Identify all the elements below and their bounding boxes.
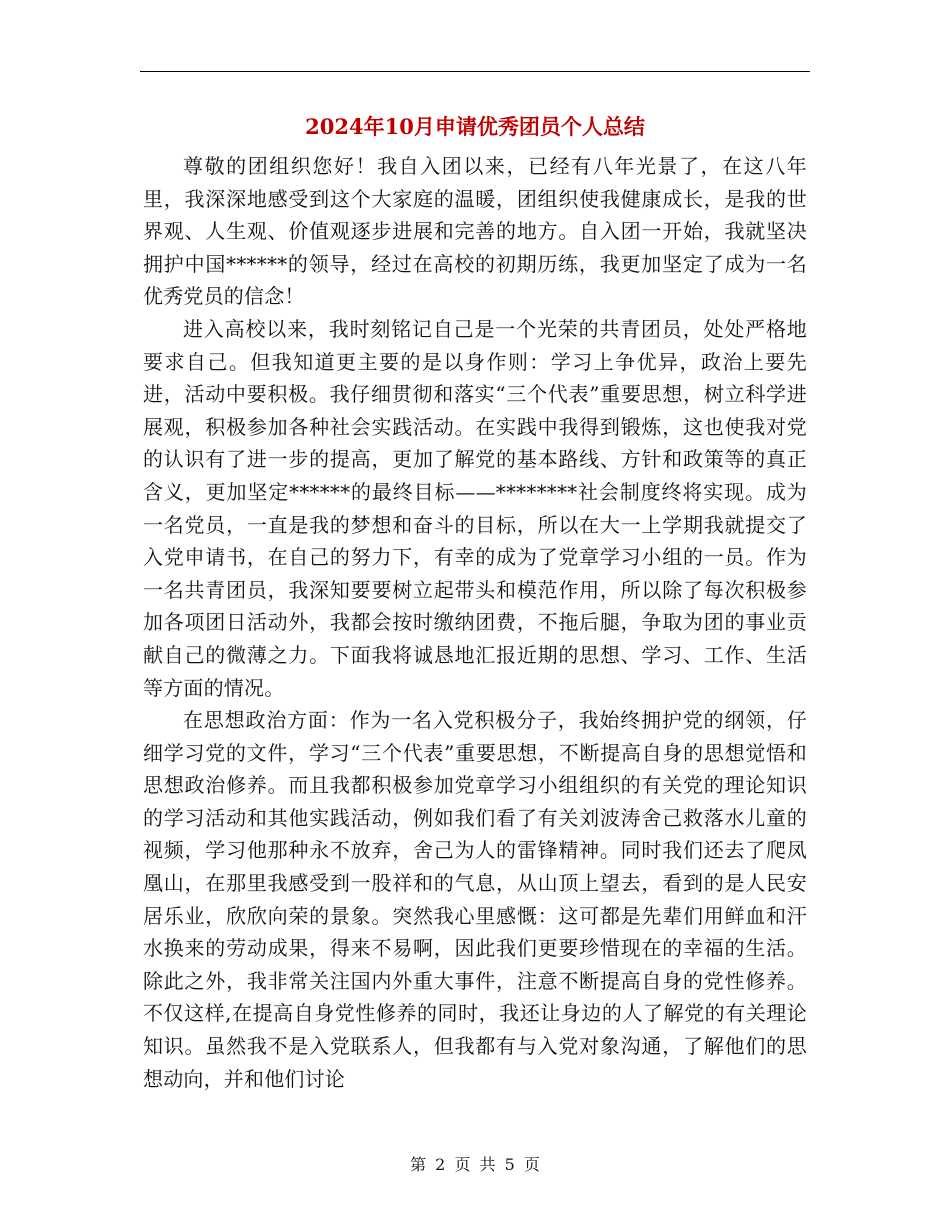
header-rule [140,71,810,72]
paragraph-1: 尊敬的团组织您好！我自入团以来，已经有八年光景了，在这八年里，我深深地感受到这个大家庭的温暖，团组织使我健康成长，是我的世界观、人生观、价值观逐步进展和完善的地方。自入团一开始，我就坚决拥护中国******的领导，经过在高校的初期历练，我更加坚定了成为一名优秀党员的信念！ [143,154,807,309]
page-footer: 第 2 页 共 5 页 [410,1155,540,1174]
document-title: 2024年10月申请优秀团员个人总结 [305,114,645,139]
paragraph-2: 进入高校以来，我时刻铭记自己是一个光荣的共青团员，处处严格地要求自己。但我知道更主要的是以身作则：学习上争优异，政治上要先进，活动中要积极。我仔细贯彻和落实“三个代表”重要思想，树立科学进展观，积极参加各种社会实践活动。在实践中我得到锻炼，这也使我对党的认识有了进一步的提高，更加了解党的基本路线、方针和政策等的真正含义，更加坚定******的最终目标——********社会制度终将实现。成为一名党员，一直是我的梦想和奋斗的目标，所以在大一上学期我就提交了入党申请书，在自己的努力下，有幸的成为了党章学习小组的一员。作为一名共青团员，我深知要要树立起带头和模范作用，所以除了每次积极参加各项团日活动外，我都会按时缴纳团费，不拖后腿，争取为团的事业贡献自己的微薄之力。下面我将诚恳地汇报近期的思想、学习、工作、生活等方面的情况。 [143,316,807,700]
paragraph-3: 在思想政治方面：作为一名入党积极分子，我始终拥护党的纲领，仔细学习党的文件，学习“三个代表”重要思想，不断提高自身的思想觉悟和思想政治修养。而且我都积极参加党章学习小组组织的有关党的理论知识的学习活动和其他实践活动，例如我们看了有关刘波涛舍己救落水儿童的视频，学习他那种永不放弃，舍己为人的雷锋精神。同时我们还去了爬凤凰山，在那里我感受到一股祥和的气息，从山顶上望去，看到的是人民安居乐业，欣欣向荣的景象。突然我心里感慨：这可都是先辈们用鲜血和汗水换来的劳动成果，得来不易啊，因此我们更要珍惜现在的幸福的生活。除此之外，我非常关注国内外重大事件，注意不断提高自身的党性修养。不仅这样,在提高自身党性修养的同时，我还让身边的人了解党的有关理论知识。虽然我不是入党联系人，但我都有与入党对象沟通，了解他们的思想动向，并和他们讨论 [143,708,807,1091]
document-body [143,150,807,1095]
